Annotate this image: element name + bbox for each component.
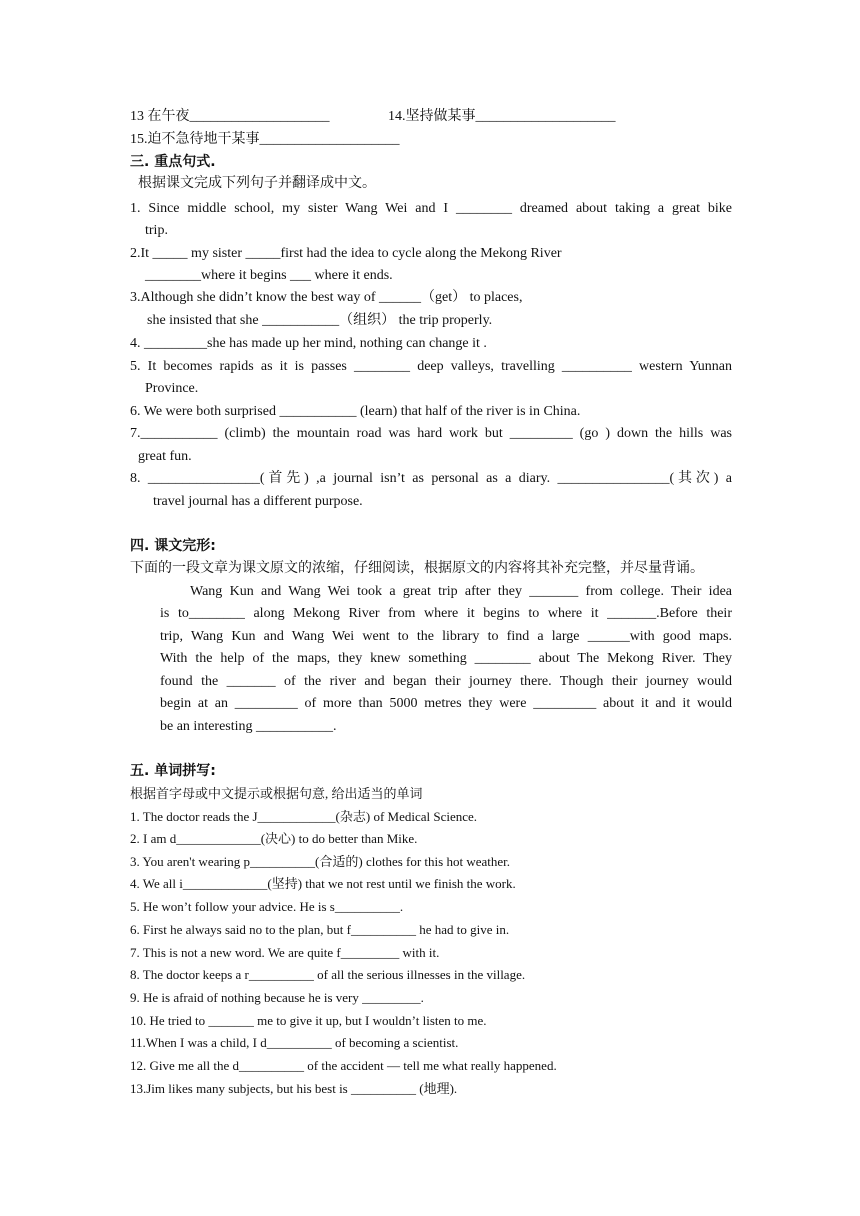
section-4-instruction: 下面的一段文章为课文原文的浓缩，仔细阅读，根据原文的内容将其补充完整，并尽量背诵。 xyxy=(130,561,704,576)
vocab-item-14: 14.坚持做某事____________________ xyxy=(388,109,616,124)
passage-line-4: With the help of the maps, they knew something ________ about The Mekong River. They xyxy=(160,651,732,666)
passage-line-2: is to________ along Mekong River from where it begins to where it _______.Before their xyxy=(160,606,732,621)
sentence-5-line-1: 5. It becomes rapids as it is passes ________ deep valleys, travelling __________ western Yunnan xyxy=(130,359,732,374)
spelling-item-5: 5. He won’t follow your advice. He is s__________. xyxy=(130,899,404,914)
spelling-item-12: 12. Give me all the d__________ of the accident — tell me what really happened. xyxy=(130,1058,557,1073)
section-5-heading: 五. 单词拼写: xyxy=(130,763,216,779)
passage-line-1: Wang Kun and Wang Wei took a great trip after they _______ from college. Their idea xyxy=(190,584,732,599)
passage-line-7: be an interesting ___________. xyxy=(160,719,337,734)
sentence-3-line-2: she insisted that she ___________（组织） the trip properly. xyxy=(147,313,493,328)
vocab-item-15: 15.迫不急待地干某事____________________ xyxy=(130,132,400,147)
section-3-instruction: 根据课文完成下列句子并翻译成中文。 xyxy=(138,176,376,191)
sentence-3-line-1: 3.Although she didn’t know the best way of ______（get） to places, xyxy=(130,290,523,305)
sentence-5-line-2: Province. xyxy=(145,381,199,396)
sentence-2-line-2: ________where it begins ___ where it ends. xyxy=(145,268,393,283)
section-5-instruction: 根据首字母或中文提示或根据句意, 给出适当的单词 xyxy=(130,786,423,801)
sentence-7-line-1: 7.___________ (climb) the mountain road was hard work but _________ (go ) down the hills was xyxy=(130,426,732,441)
sentence-1-line-2: trip. xyxy=(145,223,168,238)
spelling-item-6: 6. First he always said no to the plan, but f__________ he had to give in. xyxy=(130,922,510,937)
spelling-item-11: 11.When I was a child, I d__________ of becoming a scientist. xyxy=(130,1035,459,1050)
spelling-item-8: 8. The doctor keeps a r__________ of all the serious illnesses in the village. xyxy=(130,967,526,982)
sentence-8-line-1: 8. ________________(首先) ,a journal isn’t as personal as a diary. ________________(其次) a xyxy=(130,471,732,486)
spelling-item-4: 4. We all i_____________(坚持) that we not rest until we finish the work. xyxy=(130,876,516,891)
sentence-7-line-2: great fun. xyxy=(138,449,192,464)
spelling-item-13: 13.Jim likes many subjects, but his best is __________ (地理). xyxy=(130,1081,458,1096)
sentence-1-line-1: 1. Since middle school, my sister Wang Wei and I ________ dreamed about taking a great bike xyxy=(130,201,732,216)
spelling-item-3: 3. You aren't wearing p__________(合适的) clothes for this hot weather. xyxy=(130,854,511,869)
passage-line-5: found the _______ of the river and began their journey there. Though their journey would xyxy=(160,674,732,689)
spelling-item-1: 1. The doctor reads the J____________(杂志) of Medical Science. xyxy=(130,809,478,824)
section-4-heading: 四. 课文完形: xyxy=(130,538,216,554)
passage-line-6: begin at an _________ of more than 5000 metres they were _________ about it and it would xyxy=(160,696,732,711)
sentence-6: 6. We were both surprised ___________ (learn) that half of the river is in China. xyxy=(130,404,581,419)
sentence-8-line-2: travel journal has a different purpose. xyxy=(153,494,363,509)
sentence-4: 4. _________she has made up her mind, nothing can change it . xyxy=(130,336,487,351)
spelling-item-10: 10. He tried to _______ me to give it up, but I wouldn’t listen to me. xyxy=(130,1013,487,1028)
section-3-heading: 三. 重点句式. xyxy=(130,154,216,170)
sentence-2-line-1: 2.It _____ my sister _____first had the idea to cycle along the Mekong River xyxy=(130,246,562,261)
spelling-item-9: 9. He is afraid of nothing because he is very _________. xyxy=(130,990,424,1005)
vocab-item-13: 13 在午夜____________________ xyxy=(130,109,330,124)
passage-line-3: trip, Wang Kun and Wang Wei went to the library to find a large ______with good maps. xyxy=(160,629,732,644)
spelling-item-7: 7. This is not a new word. We are quite f_________ with it. xyxy=(130,945,440,960)
spelling-item-2: 2. I am d_____________(决心) to do better than Mike. xyxy=(130,831,418,846)
